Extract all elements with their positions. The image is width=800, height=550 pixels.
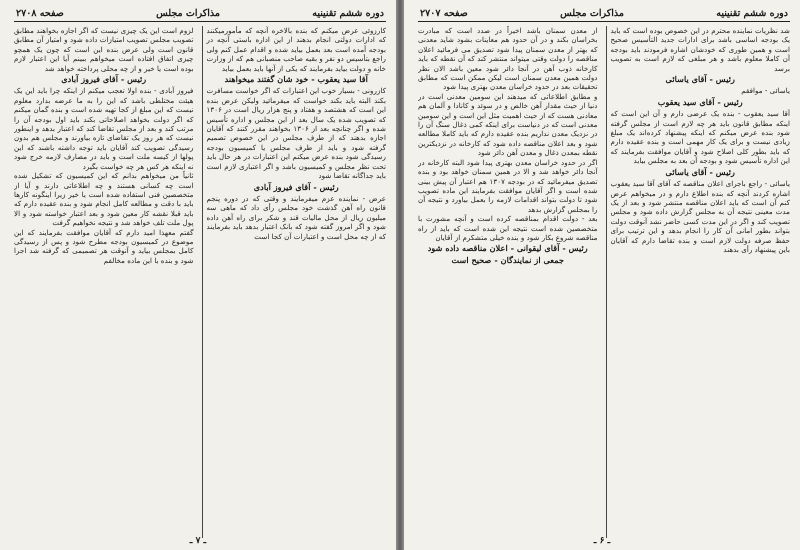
paragraph: شد نظریات نماینده محترم در این خصوص بوده است که باید یک بودجه اساسی باشد برای ادارات جدید التأسیس صحیح است و همین طوری که خودشان اشاره فرمودند باید بودجه آن کاملا معلوم باشد و هر مبلغی که لازم است به تصویب برسد bbox=[610, 26, 790, 73]
paragraph: یاسائی - راجع باجرای اعلان مناقصه که آقای آقا سید یعقوب اشاره کردند آنچه که بنده اطلاع دارم و در میخواهم عرض کنم آن است که باید اعلان مناقصه منتشر شود و بعد از یک مدت معینی نتیجه آن به مجلس گزارش داده شود و مجلس تصویب کند و اگر در این مدت کسی حاضر نشد آنوقت دولت بتواند بطور امانی آن کار را انجام بدهد و این ترتیب برای حفظ صرفه دولت لازم است و بنده تقاضا دارم که آقایان باین پیشنهاد رأی بدهند bbox=[610, 179, 790, 254]
paragraph: فیروز آبادی - بنده اولا تعجب میکنم از اینکه چرا باید این یک هیئت مختلطی باشد که این را به ما عرضه بدارد معلوم نیست که این مبلغ از کجا تهیه شده است و بنده گمان میکنم که اگر دولت بخواهد اصلاحاتی بکند باید اول بودجه آن را مرتب کند و بعد از مجلس تقاضا کند که اعتبار بدهد و اینطور نیست که هر روز یک تقاضای تازه بیاورند و مجلس هم بدون رسیدگی تصویب کند آقایان باید توجه داشته باشند که این پولها از کیسه ملت است و باید در مصارف لازمه خرج شود نه اینکه هر کس هر چه خواست بگیرد bbox=[14, 86, 194, 171]
right-page-column-left bbox=[418, 26, 598, 538]
paragraph: یاسائی - موافقم bbox=[741, 86, 790, 96]
speaker-line: رئیس - آقای سید یعقوب bbox=[657, 96, 743, 107]
right-page-header bbox=[418, 6, 790, 22]
speaker-line: جمعی از نمایندگان - صحیح است bbox=[451, 254, 565, 265]
speaker-line: رئیس - آقای فیروز آبادی bbox=[61, 74, 147, 85]
paragraph: لزوم است این یک چیزی نیست که اگر اجازه بخواهند مطابق تصویب مجلس تصویب امتیازات داده شود و امتیاز آن مطابق قانون است ولی عرض بنده این است که چون یک همچو چیزی اتفاق افتاده است میخواهم ببینم آیا این اعتبار لازم بوده است یا خیر و از چه محلی پرداخته خواهد شد bbox=[14, 26, 194, 73]
right-page-columns bbox=[418, 26, 790, 538]
left-page-title: مذاکرات مجلس bbox=[156, 7, 220, 19]
right-page bbox=[404, 0, 800, 550]
left-page bbox=[0, 0, 396, 550]
left-page-number-label: صفحه ۲۷۰۸ bbox=[16, 7, 64, 19]
right-page-session: دوره ششم تقنینیه bbox=[716, 7, 788, 19]
paragraph: و مطابق اطلاعاتی که میدهند این سومین معدنی است در دنیا از حیث مقدار آهن خالص و در سوئد و کانادا و آلمان هم معادنی هست که از حیث اهمیت مثل این است و این سومین معدنی است که در دنیاست برای اینکه کمی ذغال سنگ آن را در نزدیک معدن نداریم بنده عقیده دارم که باید کاملا مطالعه شود و بعد اعلان مناقصه داده شود که کارخانه در نزدیکترین نقطه بمعدن ذغال و معدن آهن دائر شود bbox=[418, 91, 598, 158]
right-page-footer-number: ـ ۶ ـ bbox=[593, 536, 611, 546]
speaker-line: رئیس - آقای یاسائی bbox=[665, 166, 735, 177]
left-page-session: دوره ششم تقنینیه bbox=[312, 7, 384, 19]
paragraph: کارزوئی عرض میکنم که بنده بالاخره آنچه که مأمورمیکنند که ادارات دولتی انجام بدهند از این اداره باستی آنچه در بودجه آمده است بعد بعمل بیاید شده و اقدام عمل کنم ولی راجع بتأسیس دو نفر و بقیه صاحب منصبانی هم که از وزارت خانه و دولت بیاید بفرمایند که یکی از آنها باید بعمل بیاید bbox=[206, 26, 386, 73]
left-page-columns bbox=[14, 26, 386, 538]
paragraph: گفتم معهذا امید دارم که آقایان موافقت بفرمایند که این موضوع در کمیسیون بودجه مطرح شود و پس از رسیدگی کامل بمجلس بیاید و آنوقت هر تصمیمی که گرفته شد اجرا شود و بنده با این ماده مخالفم bbox=[14, 227, 194, 265]
paragraph: کازرونی - بسیار خوب این اعتبارات که اگر خواست مسافرت بکند البته باید بکند خواست که میفرمائید ولیکن عرض بنده این است که هشتصد و هفتاد و پنج هزار ریال است در ۱۳۰۶ که تصویب شده یک سال بعد از این مجلس و اداره تأسیس شده و اگر چنانچه بعد از ۱۳۰۶ بخواهند مقرر کنند که آقایان اجازه بدهند که از طرف مجلس در این خصوص تصمیم گرفته شود و باید از طرف مجلس یا کمیسیون بودجه رسیدگی شود بنده عرض میکنم این اعتبارات در هر حال باید تحت نظر مجلس و کمیسیون باشد و اگر اعتباری لازم است باید جداگانه تقاضا شود bbox=[206, 86, 386, 181]
left-page-column-right bbox=[202, 26, 387, 538]
speaker-line: رئیس - آقای فیروز آبادی bbox=[253, 181, 339, 192]
paragraph: از معدن سمنان باشد اخیراً در صدد است که مبادرت بخراسان بکند و در آن حدود هم معاینات بشود شاید معدنی که بهتر از معدن سمنان پیدا شود تصدیق می فرمائید اعلان مناقصه را دولت وقتی میتواند منتشر کند که آن نقطه که باید کارخانه ذوب آهن در آنجا دائر شود معین باشد الان نظر دولت همین معدن سمنان است لیکن ممکن است که مطابق تحقیقات بعد در حدود خراسان معدن بهتری پیدا شود bbox=[418, 26, 598, 92]
book-gutter bbox=[396, 0, 404, 550]
paragraph: عرض - نماینده عزم میفرمایند و وقتی که در دوره پنجم قانون راه آهن گذشت خود مجلس رأی داد که ماهی سه میلیون ریال از محل مالیات قند و شکر برای راه آهن داده شود و اگر امروز گفته شود که بانک اعتبار بدهد باید بفرمایند که از چه محل است و اعتبارات آن کجا است bbox=[206, 193, 386, 241]
paragraph: بعد - دولت اقدام بمناقصه کرده است و آنچه مشورت با متخصصین شده است نتیجه این شده است که باید از راه مناقصه شروع بکار شود و بنده خیلی متشکرم از آقایان bbox=[418, 214, 598, 242]
right-page-title: مذاکرات مجلس bbox=[560, 7, 624, 19]
left-page-column-left bbox=[14, 26, 194, 538]
paragraph: ثانیاً من میخواهم بدانم که این کمیسیون که تشکیل شده است چه کسانی هستند و چه اطلاعاتی دارند و آیا از متخصصین فنی استفاده شده است یا خیر زیرا اینگونه کارها باید با دقت و مطالعه کامل انجام شود و بنده عقیده دارم که باید قبلا نقشه کار معین شود و بعد اعتبار خواسته شود و الا پول ملت تلف خواهد شد و نتیجه نخواهیم گرفت bbox=[14, 171, 194, 228]
speaker-line: آقا سید یعقوب - خود شان گفتند میخواهند bbox=[224, 74, 368, 85]
paragraph: آقا سید یعقوب - بنده یک عرضی دارم و آن این است که اینکه مطابق قانون باید هر چه لازم است از مجلس گرفته شود بنده عرض میکنم که اینکه پیشنهاد کرده‌اند یک مبلغ زیادی نیست و برای یک کار مهمی است و بنده عقیده دارم که باید بطور کلی اصلاح شود و آقایان موافقت بفرمایند که این اداره تأسیس شود و بودجه آن بعد به مجلس بیاید bbox=[610, 109, 790, 166]
right-page-number-label: صفحه ۲۷۰۷ bbox=[420, 7, 468, 19]
left-page-header bbox=[14, 6, 386, 22]
speaker-line: رئیس - آقای یاسائی bbox=[665, 74, 735, 85]
right-page-column-right bbox=[606, 26, 791, 538]
left-page-footer-number: ـ ۷ ـ bbox=[189, 536, 207, 546]
paragraph: اگر در حدود خراسان معدن بهتری پیدا شود البته کارخانه در آنجا دائر خواهد شد و الا در همین سمنان خواهد بود و بنده تصدیق میفرمائید که در بودجه ۱۳۰۷ هم اعتبار آن پیش بینی شده است و اگر آقایان موافقت بفرمایند این ماده تصویب شود تا دولت بتواند اقدامات لازمه را بعمل بیاورد و نتیجه آن را بمجلس گزارش بدهد bbox=[418, 157, 598, 214]
speaker-line: رئیس - آقای لیقوانی - اعلان مناقصه داده شود bbox=[427, 243, 588, 254]
